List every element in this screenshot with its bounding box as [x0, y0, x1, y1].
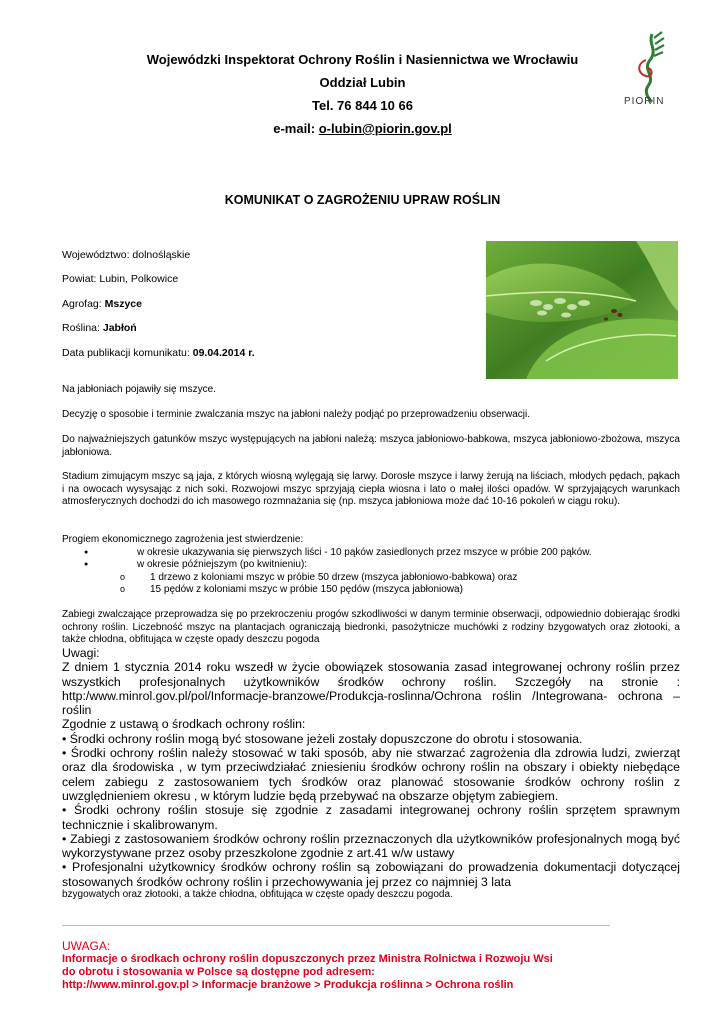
meta-data: [62, 347, 255, 359]
threshold-list: [62, 547, 680, 596]
warning-head: UWAGA:: [62, 939, 111, 953]
branch-name: Oddział Lubin: [319, 75, 406, 90]
meta-value: Mszyce: [104, 298, 142, 310]
paragraph: Progiem ekonomicznego zagrożenia jest stwierdzenie:: [62, 534, 304, 545]
warning-line: do obrotu i stosowania w Polsce są dostępne pod adresem:: [62, 966, 375, 978]
meta-value: dolnośląskie: [132, 249, 191, 261]
email-label: e-mail:: [273, 121, 319, 136]
meta-agrofag: [62, 298, 142, 310]
warning-block: [62, 940, 553, 992]
meta-label: Powiat:: [62, 273, 100, 285]
meta-label: Agrofag:: [62, 298, 105, 310]
notes-line: • Środki ochrony roślin stosuje się zgodnie z zasadami integrowanej ochrony roślin sprzętem sprawnym technicznie i skalibrowanym.: [62, 803, 680, 832]
notes-line: Zgodnie z ustawą o środkach ochrony roślin:: [62, 717, 306, 732]
warning-line: Informacje o środkach ochrony roślin dopuszczonych przez Ministra Rolnictwa i Rozwoju Wsi: [62, 953, 553, 965]
inspectorate-name: Wojewódzki Inspektorat Ochrony Roślin i Nasiennictwa we Wrocławiu: [146, 52, 579, 67]
notes-line: • Zabiegi z zastosowaniem środków ochrony roślin przeznaczonych dla użytkowników profesjonalnych mogą być wykorzystywane przez osoby przeszkolone zgodnie z art.41 w/w ustawy: [62, 831, 680, 861]
list-item: ● w okresie ukazywania się pierwszych liści - 10 pąków zasiedlonych przez mszyce w próbie 200 pąków.: [62, 547, 680, 559]
email-link[interactable]: o-lubin@piorin.gov.pl: [318, 121, 452, 136]
warning-link[interactable]: http://www.minrol.gov.pl > Informacje branżowe > Produkcja roślinna > Ochrona roślin: [62, 979, 514, 991]
meta-label: Roślina:: [62, 322, 103, 334]
sub-list-item: o 1 drzewo z koloniami mszyc w próbie 50 drzew (mszyca jabłoniowo-babkowa) oraz: [62, 572, 680, 584]
meta-powiat: [62, 273, 178, 285]
divider: [62, 925, 610, 926]
notes-label: Uwagi:: [62, 646, 100, 660]
notes-line: • Środki ochrony roślin należy stosować w taki sposób, aby nie stwarzać zagrożenia dla zdrowia ludzi, zwierząt oraz dla środowiska , w tym przeciwdziałać zniesieniu środków ochrony roślin na obszary i obiekty niebędące celem zabiegu z zastosowaniem tych środków oraz planować stosowanie środków ochrony roślin z uwzględnieniem okresu , w którym ludzie będą przebywać na obszarze objętym zabiegiem.: [62, 746, 680, 803]
aphid-leaf-photo: [486, 241, 678, 379]
paragraph: Na jabłoniach pojawiły się mszyce.: [62, 384, 216, 395]
paragraph: Stadium zimującym mszyc są jaja, z których wiosną wylęgają się larwy. Dorosłe mszyce i larwy żerują na liściach, młodych pędach, pąkach i na owocach wysysając z nich soki. Rozwojowi mszyc sprzyjają ciepła wiosna i lato o małej ilości opadów. W sprzyjających warunkach atmosferycznych dochodzi do ich masowego rozmnażania się (np. mszyca jabłoniowa może dać 10-16 pokoleń w ciągu roku).: [62, 471, 680, 507]
list-item: ● w okresie późniejszym (po kwitnieniu):: [62, 559, 680, 571]
notes-line: Z dniem 1 stycznia 2014 roku wszedł w życie obowiązek stosowania zasad integrowanej ochrony roślin przez wszystkich profesjonalnych użytkowników środków ochrony roślin. Szczegóły na stronie : http:/www.minrol.gov.pl/pol/Informacje-branzowe/Produkcja-roslinna/Ochrona roślin /Integrowana- ochrona – roślin: [62, 660, 680, 718]
paragraph: Do najważniejszych gatunków mszyc występujących na jabłoni należą: mszyca jabłoniowo-babkowa, mszyca jabłoniowo-zbożowa, mszyca jabłoniowa.: [62, 434, 680, 458]
sub-list-item: o 15 pędów z koloniami mszyc w próbie 150 pędów (mszyca jabłoniowa): [62, 584, 680, 596]
email-line: [0, 121, 725, 136]
meta-roslina: [62, 322, 137, 334]
paragraph: Decyzję o sposobie i terminie zwalczania mszyc na jabłoni należy podjąć po przeprowadzeniu obserwacji.: [62, 409, 531, 420]
meta-wojewodztwo: [62, 249, 190, 261]
logo-text: PIORIN: [624, 96, 665, 107]
phone: Tel. 76 844 10 66: [312, 98, 413, 113]
paragraph: Zabiegi zwalczające przeprowadza się po przekroczeniu progów szkodliwości w danym terminie obserwacji, odpowiednio dobierając środki ochrony roślin. Liczebność mszyc na plantacjach ograniczają biedronki, pasożytnicze muchówki z rodziny bzygowatych oraz złotooki, a także chłodna, obfitująca w częste opady deszczu pogoda: [62, 609, 680, 645]
meta-value: Jabłoń: [102, 322, 137, 334]
notes-tail: bzygowatych oraz złotooki, a także chłodna, obfitująca w częste opady deszczu pogoda.: [62, 889, 453, 901]
meta-label: Województwo:: [62, 249, 133, 261]
notes-block: [62, 646, 680, 902]
notes-line: • Profesjonalni użytkownicy środków ochrony roślin są zobowiązani do prowadzenia dokumentacji dotyczącej stosowanych środków ochrony roślin i przechowywania jej przez co najmniej 3 lata: [62, 860, 680, 889]
meta-value: 09.04.2014 r.: [192, 347, 255, 359]
meta-label: Data publikacji komunikatu:: [62, 347, 193, 359]
page-title: KOMUNIKAT O ZAGROŻENIU UPRAW ROŚLIN: [224, 193, 501, 207]
meta-value: Lubin, Polkowice: [99, 273, 179, 285]
notes-line: • Środki ochrony roślin mogą być stosowane jeżeli zostały dopuszczone do obrotu i stosowania.: [62, 731, 583, 746]
